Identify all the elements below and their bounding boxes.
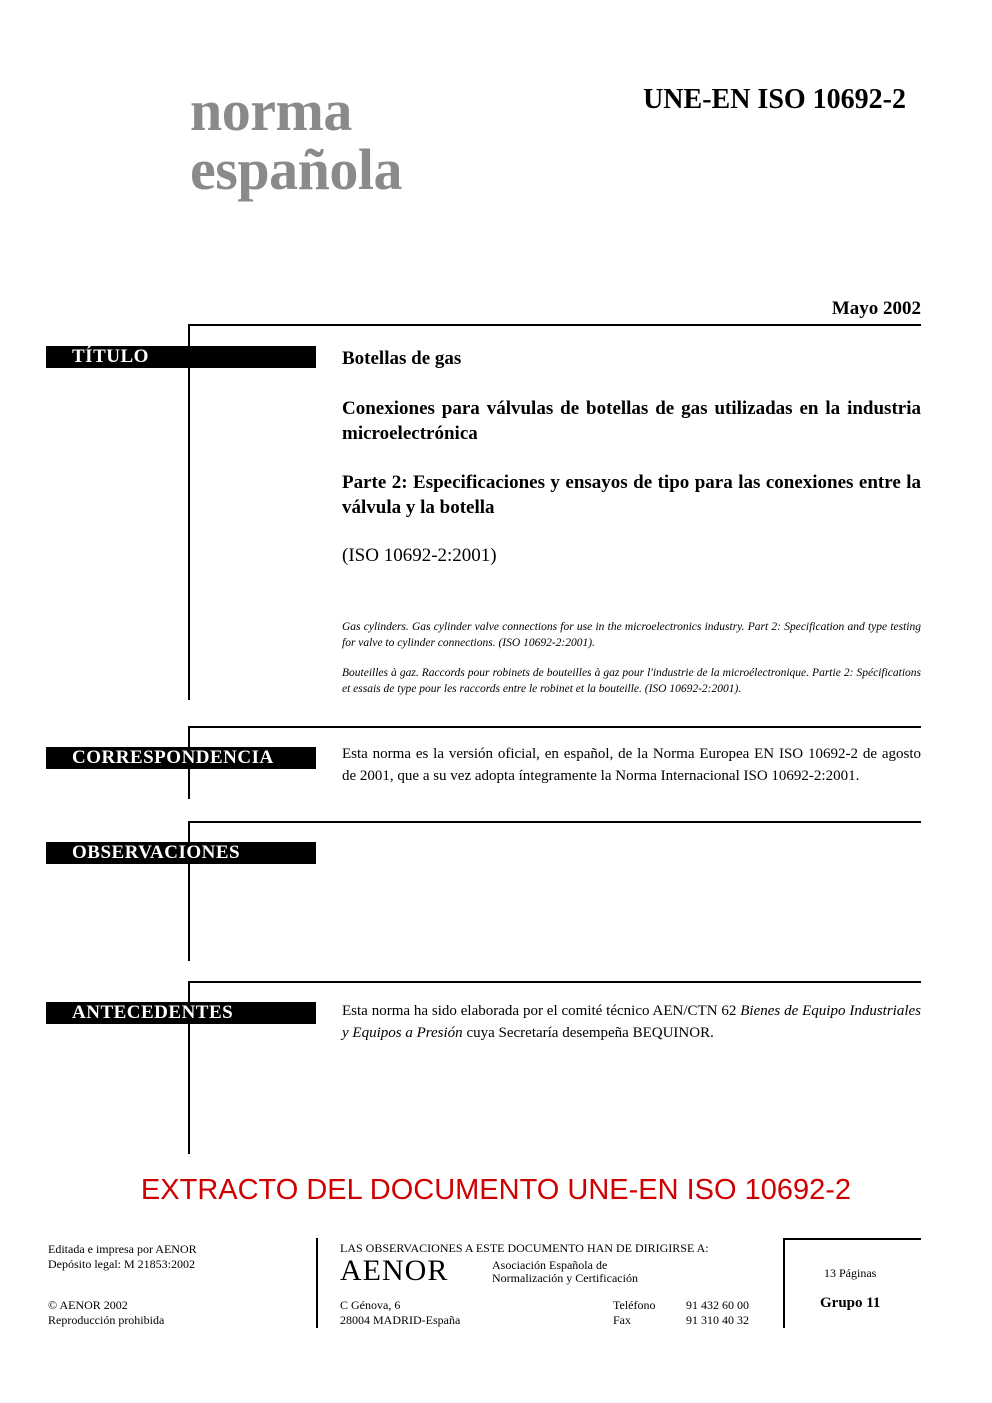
title-connections: Conexiones para válvulas de botellas de gas utilizadas en la industria microelectrónica bbox=[342, 398, 921, 444]
antecedentes-text: Esta norma ha sido elaborada por el comité técnico AEN/CTN 62 Bienes de Equipo Industriales y Equipos a Presión cuya Secretaría desempeña BEQUINOR. bbox=[342, 1003, 922, 1041]
phone-value: 91 432 60 00 bbox=[686, 1298, 749, 1312]
address-street: C Génova, 6 bbox=[340, 1298, 401, 1312]
fax-value: 91 310 40 32 bbox=[686, 1313, 749, 1327]
section-label-correspondencia: CORRESPONDENCIA bbox=[46, 747, 316, 769]
aenor-logo: AENOR bbox=[340, 1254, 449, 1287]
observations-notice: LAS OBSERVACIONES A ESTE DOCUMENTO HAN DE DIRIGIRSE A: bbox=[340, 1241, 709, 1255]
footer-reproduction: Reproducción prohibida bbox=[48, 1313, 165, 1327]
footer-edited: Editada e impresa por AENOR bbox=[48, 1242, 197, 1256]
extract-notice: EXTRACTO DEL DOCUMENTO UNE-EN ISO 10692-2 bbox=[140, 1174, 852, 1206]
footer-deposit: Depósito legal: M 21853:2002 bbox=[48, 1257, 195, 1271]
section-label-observaciones: OBSERVACIONES bbox=[46, 842, 316, 864]
phone-label: Teléfono bbox=[613, 1298, 656, 1312]
section-rule-correspondencia bbox=[189, 726, 921, 728]
publication-date: Mayo 2002 bbox=[831, 298, 921, 319]
iso-reference: (ISO 10692-2:2001) bbox=[342, 545, 497, 566]
section-rule-observaciones bbox=[189, 821, 921, 823]
english-title: Gas cylinders. Gas cylinder valve connections for use in the microelectronics industry. Part 2: Specification and type testing for valve to cylinder connections. (ISO 10692-2:2001). bbox=[342, 621, 921, 649]
section-rule-antecedentes bbox=[189, 981, 921, 983]
correspondencia-text: Esta norma es la versión oficial, en español, de la Norma Europea EN ISO 10692-2 de agosto de 2001, que a su vez adopta íntegramente la Norma Internacional ISO 10692-2:2001. bbox=[342, 746, 921, 784]
footer-copyright: © AENOR 2002 bbox=[48, 1298, 128, 1312]
address-city: 28004 MADRID-España bbox=[340, 1313, 461, 1327]
committee-name: Bienes de Equipo Industriales y Equipos a Presión bbox=[342, 1003, 922, 1041]
page-count: 13 Páginas bbox=[824, 1266, 877, 1280]
french-title: Bouteilles à gaz. Raccords pour robinets de bouteilles à gaz pour l'industrie de la microélectronique. Partie 2: Spécifications et essais de type pour les raccords entre le robinet et la bouteille. (ISO 10692-2:2001). bbox=[342, 667, 921, 695]
section-vrule-titulo bbox=[188, 324, 190, 700]
fax-label: Fax bbox=[613, 1313, 631, 1327]
footer-divider-left bbox=[316, 1238, 318, 1328]
title-main: Botellas de gas bbox=[342, 348, 462, 369]
section-label-antecedentes: ANTECEDENTES bbox=[46, 1002, 316, 1024]
standard-code: UNE-EN ISO 10692-2 bbox=[643, 84, 906, 115]
footer-divider-right bbox=[783, 1238, 785, 1328]
price-group: Grupo 11 bbox=[820, 1295, 881, 1311]
footer-box-top bbox=[784, 1238, 921, 1240]
aenor-full-name: Asociación Española de Normalización y Certificación bbox=[492, 1258, 638, 1285]
section-rule-titulo bbox=[189, 324, 921, 326]
brand-line-2: española bbox=[190, 137, 402, 202]
section-label-titulo: TÍTULO bbox=[46, 346, 316, 368]
title-part: Parte 2: Especificaciones y ensayos de tipo para las conexiones entre la válvula y la botella bbox=[342, 472, 921, 518]
brand-line-1: norma bbox=[190, 78, 352, 143]
